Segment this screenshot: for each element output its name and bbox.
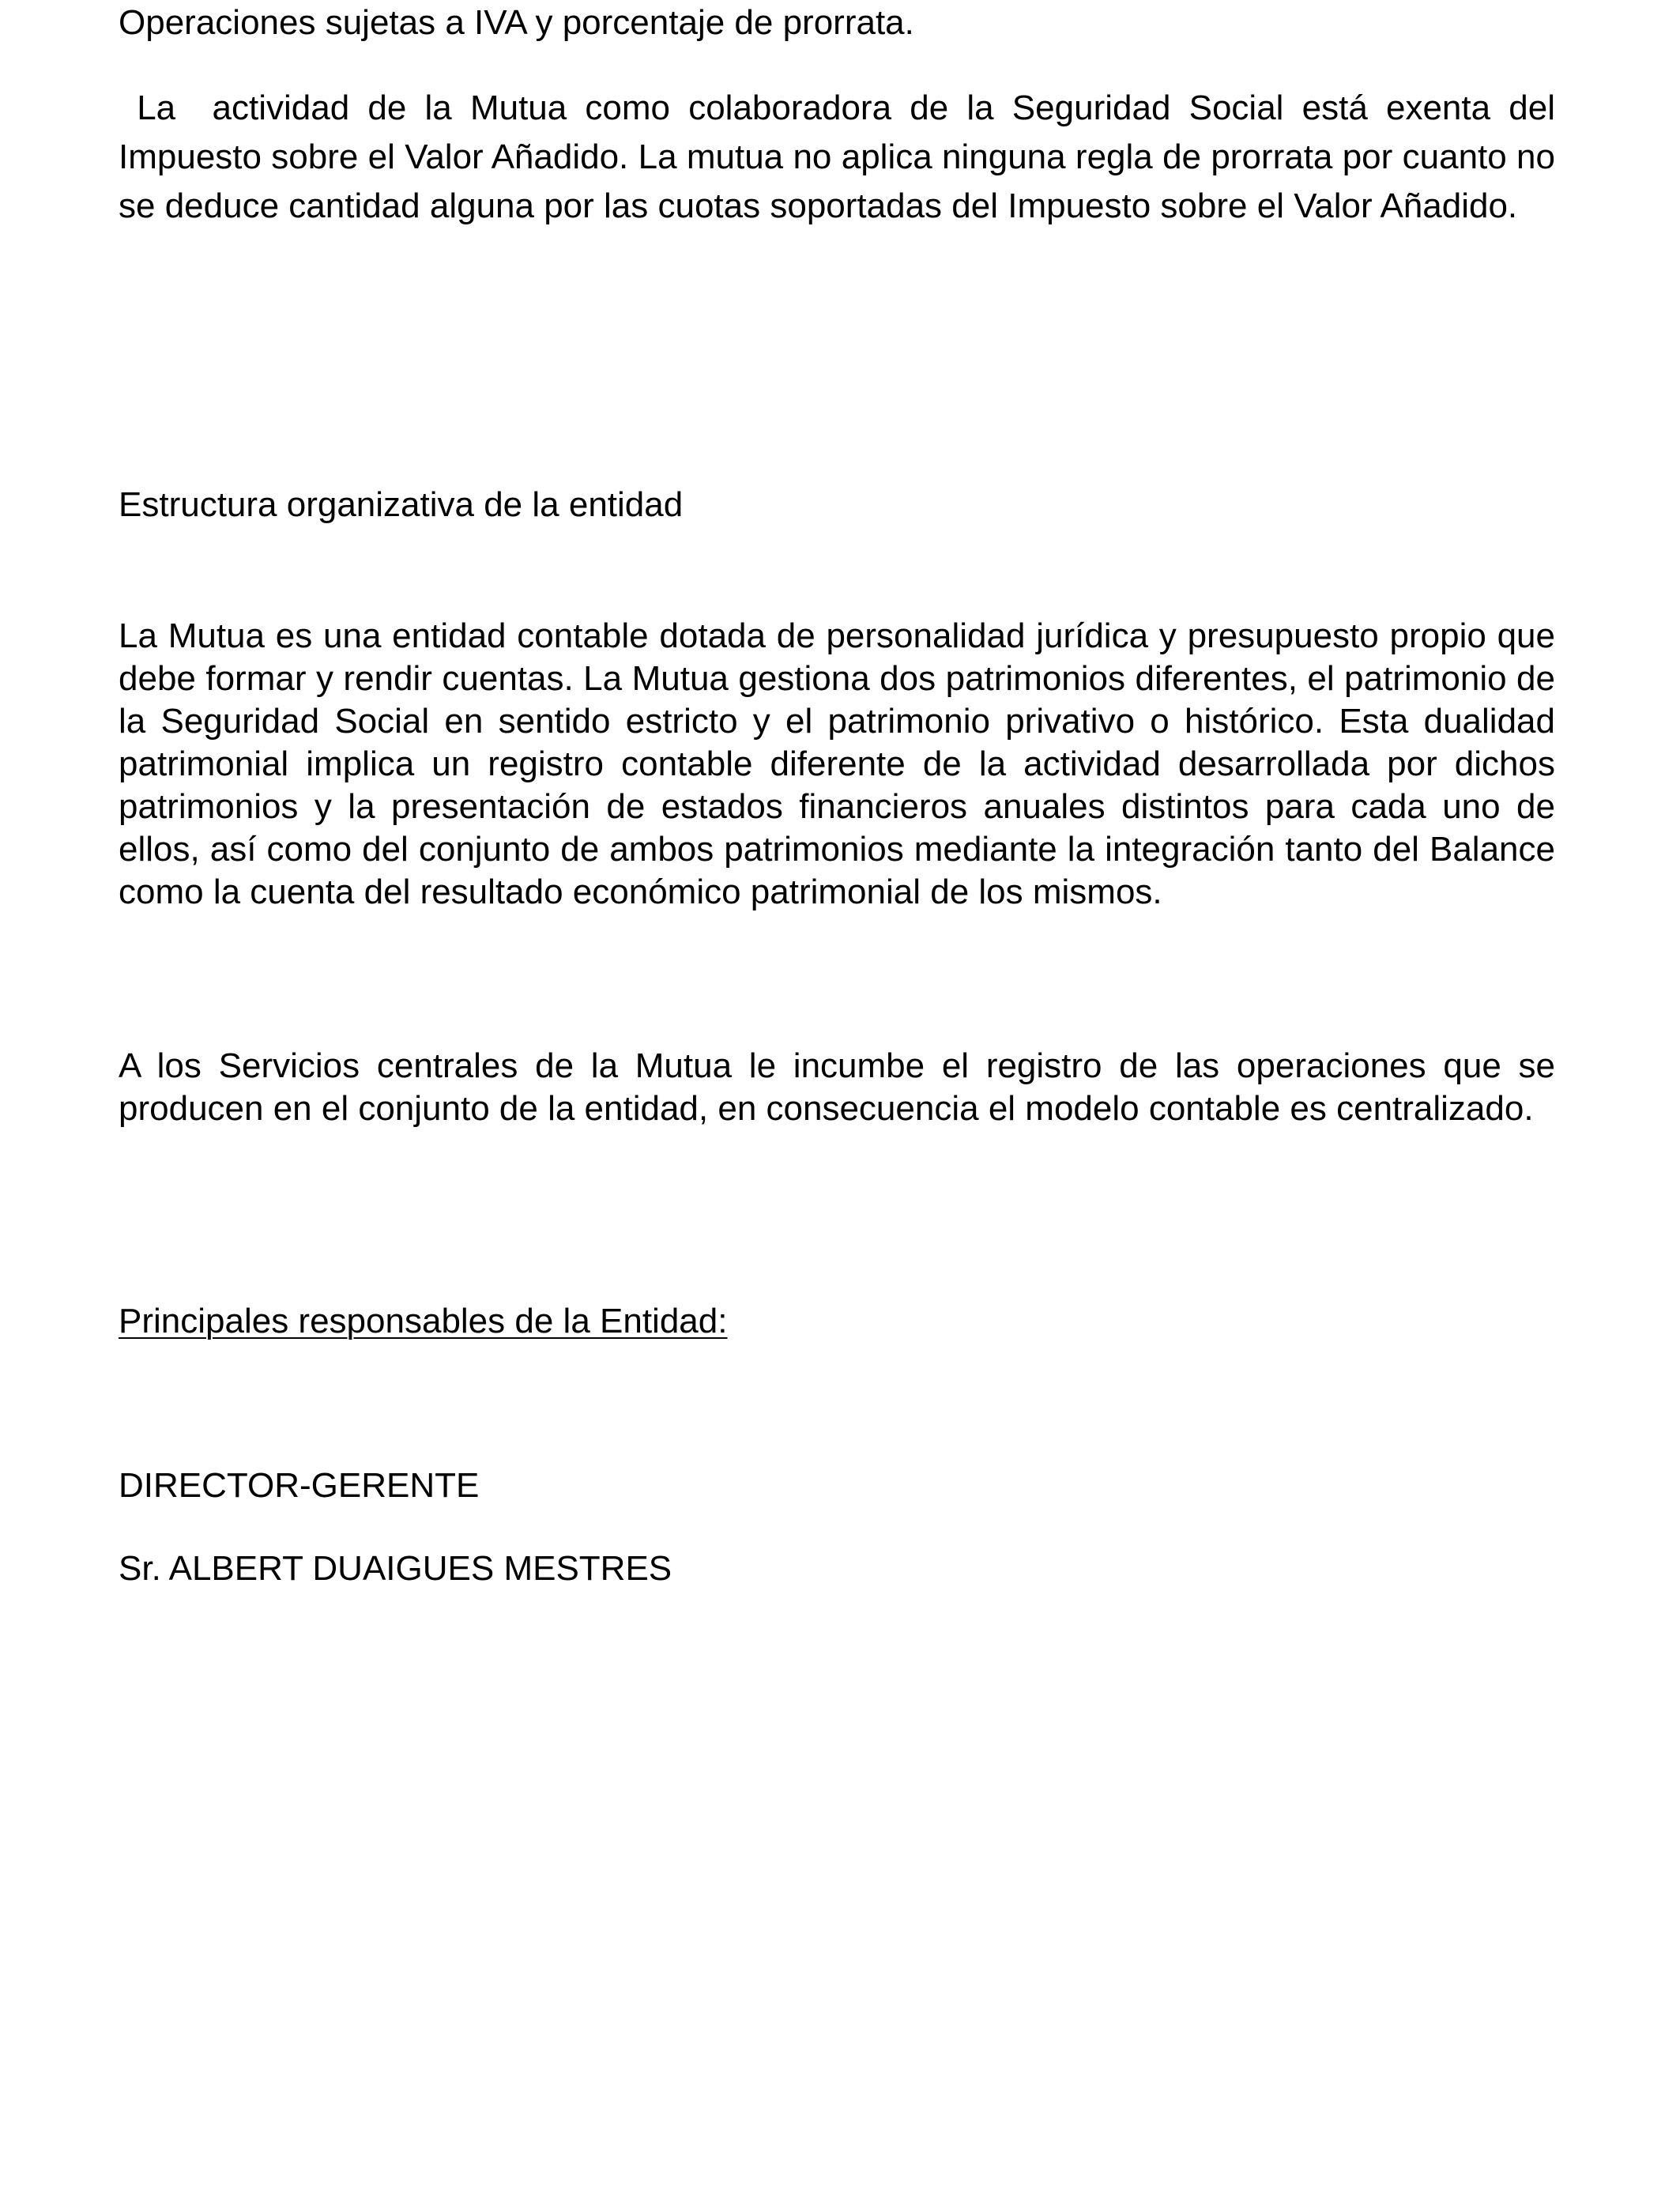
person-name: Sr. ALBERT DUAIGUES MESTRES: [119, 1549, 672, 1588]
structure-paragraph-1: La Mutua es una entidad contable dotada de personalidad jurídica y presupuesto propio que debe formar y rendir cuentas. La Mutua gestiona dos patrimonios diferentes, el patrimonio de la Seguridad Social en sentido estricto y el patrimonio privativo o histórico. Esta dualidad patrimonial implica un registro contable diferente de la actividad desarrollada por dichos patrimonios y la presentación de estados financieros anuales distintos para cada uno de ellos, así como del conjunto de ambos patrimonios mediante la integración tanto del Balance como la cuenta del resultado económico patrimonial de los mismos.: [119, 616, 1555, 911]
structure-paragraph-2: A los Servicios centrales de la Mutua le incumbe el registro de las operaciones que se producen en el conjunto de la entidad, en consecuencia el modelo contable es centralizado.: [119, 1046, 1555, 1128]
responsibles-heading: Principales responsables de la Entidad:: [119, 1302, 728, 1340]
role-title: DIRECTOR-GERENTE: [119, 1466, 480, 1505]
vat-heading: Operaciones sujetas a IVA y porcentaje de prorrata.: [119, 3, 914, 42]
vat-paragraph: La actividad de la Mutua como colaboradora de la Seguridad Social está exenta del Impuesto sobre el Valor Añadido. La mutua no aplica ninguna regla de prorrata por cuanto no se deduce cantidad alguna por las cuotas soportadas del Impuesto sobre el Valor Añadido.: [119, 89, 1565, 225]
structure-heading: Estructura organizativa de la entidad: [119, 485, 684, 524]
